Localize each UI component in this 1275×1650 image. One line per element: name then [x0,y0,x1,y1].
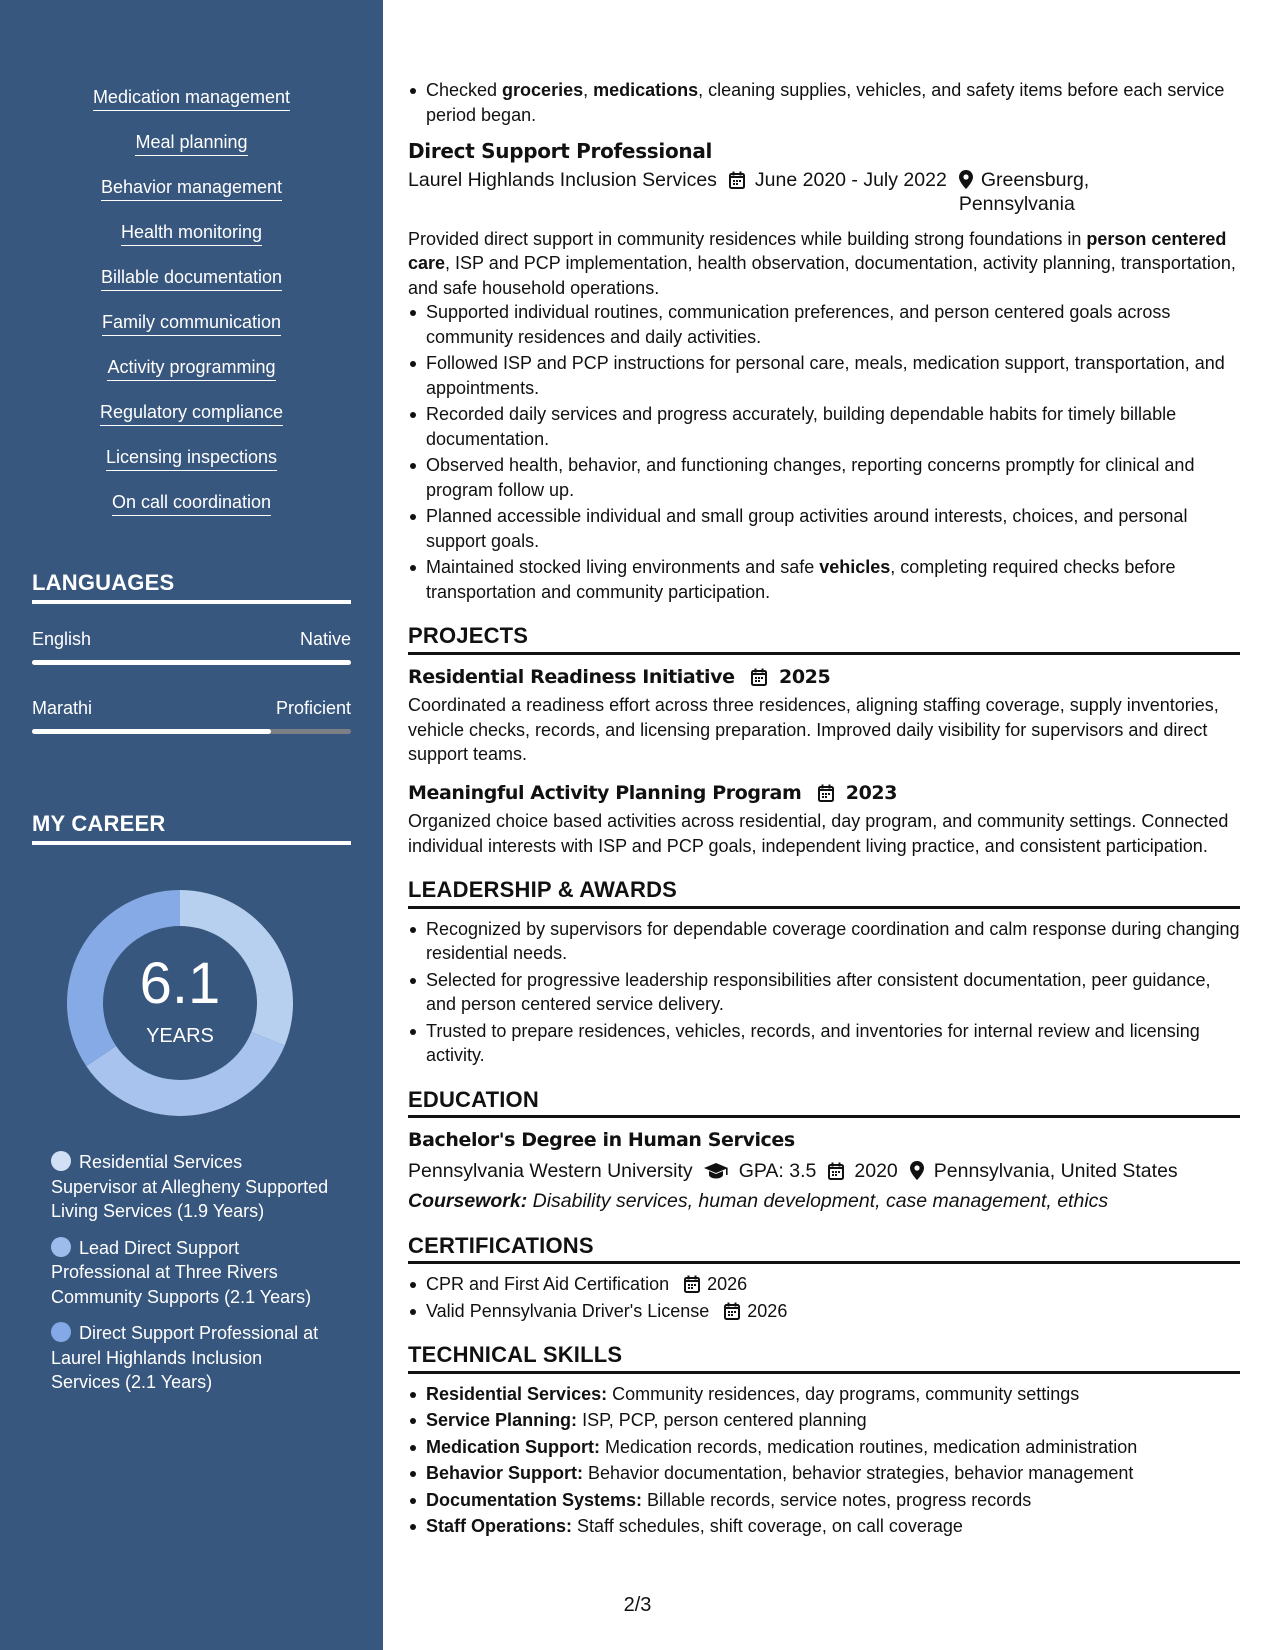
skill-row [408,1488,1240,1513]
summary-bold: person centered care [408,228,1227,273]
skill-label: Licensing inspections [106,446,277,471]
job-location [958,168,1090,217]
language-bar-fill [32,660,351,665]
skill-values: Staff schedules, shift coverage, on call coverage [572,1516,963,1536]
bullet-item [408,78,1240,127]
skill-item [0,401,383,446]
skill-row [408,1408,1240,1433]
skill-values: Billable records, service notes, progress records [642,1489,1032,1510]
skill-row [408,1435,1240,1460]
bullet-item: Observed health, behavior, and functioning changes, reporting concerns promptly for clinical and program follow up. [408,453,1240,502]
prior-job-bullets [408,78,1240,127]
skill-label: On call coordination [112,491,271,516]
job-meta [408,168,1240,217]
skill-category: Staff Operations: [426,1516,573,1536]
calendar-icon [724,1301,740,1321]
job-location-state: Pennsylvania [958,193,1075,215]
skill-item [0,131,383,176]
calendar-icon [729,168,745,217]
job-dates: June 2020 - July 2022 [754,168,947,191]
certification-item [408,1299,1240,1324]
technical-skills-heading: TECHNICAL SKILLS [408,1343,1240,1374]
bullet-text: Checked [426,80,503,100]
summary-text: Provided direct support in community residences while building strong foundations in [408,228,1087,249]
bullet-bold: vehicles [819,557,891,577]
bullet-text: , completing required checks before transportation and community participation. [426,557,1176,602]
career-years-label: YEARS [146,1025,214,1047]
language-level: Proficient [275,698,351,718]
location-pin-icon [910,1159,924,1184]
career-donut-chart [67,890,293,1116]
legend-dot-icon [51,1237,71,1257]
school-location: Pennsylvania, United States [933,1159,1178,1182]
certification-name: Valid Pennsylvania Driver's License [426,1300,710,1321]
bullet-bold: medications [593,80,699,100]
school-name: Pennsylvania Western University [408,1159,693,1182]
skill-item [0,446,383,491]
skill-item [0,356,383,401]
job-bullets [408,300,1240,604]
career-legend-text: Lead Direct Support Professional at Three Rivers Community Supports (2.1 Years) [51,1237,312,1307]
technical-skills-list [408,1382,1240,1539]
bullet-text: , [583,80,594,100]
career-legend-item [51,1150,331,1224]
legend-dot-icon [51,1151,71,1171]
skill-label: Billable documentation [101,266,282,291]
career-legend [51,1150,331,1407]
languages-heading: LANGUAGES [32,570,351,604]
skill-values: Community residences, day programs, community settings [607,1383,1080,1404]
bullet-item: Planned accessible individual and small group activities around interests, choices, and personal support goals. [408,504,1240,553]
summary-text: , ISP and PCP implementation, health observation, documentation, activity planning, transportation, and safe household operations. [408,253,1236,298]
education-heading: EDUCATION [408,1088,1240,1119]
language-bar-fill [32,729,271,734]
skill-item [0,86,383,131]
donut-center [67,890,293,1116]
page-number: 2/3 [623,1594,652,1616]
job-title: Direct Support Professional [408,139,713,163]
skill-category: Documentation Systems: [426,1489,643,1510]
certification-year: 2026 [747,1300,788,1321]
job-summary [408,227,1240,301]
skill-item [0,266,383,311]
career-legend-text: Direct Support Professional at Laurel Highlands Inclusion Services (2.1 Years) [51,1323,319,1392]
career-heading: MY CAREER [32,811,351,845]
calendar-icon [751,666,773,688]
coursework [408,1189,1240,1214]
main-content [408,78,1240,1541]
skill-item [0,311,383,356]
language-bar [32,729,351,734]
skill-label: Activity programming [107,356,275,381]
skill-values: Medication records, medication routines, medication administration [600,1436,1138,1457]
graduation-cap-icon [703,1159,729,1184]
language-row [32,629,351,650]
bullet-item [408,555,1240,604]
project-title: Meaningful Activity Planning Program [408,781,802,804]
language-name: English [32,629,92,649]
project-title-row [408,781,1240,806]
career-legend-item [51,1321,331,1395]
bullet-item: Trusted to prepare residences, vehicles, records, and inventories for internal review and licensing activity. [408,1019,1240,1068]
skill-category: Residential Services: [426,1383,608,1404]
skill-category: Medication Support: [426,1436,600,1457]
project-description: Coordinated a readiness effort across three residences, aligning staffing coverage, supply inventories, vehicle checks, records, and licensing preparation. Improved daily visibility for supervisors and direct support teams. [408,695,1219,764]
skill-label: Medication management [93,86,290,111]
job-location-city: Greensburg, [980,168,1090,191]
skill-item [0,176,383,221]
language-row [32,698,351,719]
skill-label: Health monitoring [121,221,262,246]
graduation-year: 2020 [854,1159,898,1182]
certifications-heading: CERTIFICATIONS [408,1234,1240,1265]
gpa: GPA: 3.5 [738,1159,817,1182]
bullet-item: Selected for progressive leadership responsibilities after consistent documentation, peer guidance, and person centered service delivery. [408,968,1240,1017]
skill-row [408,1514,1240,1539]
certification-name: CPR and First Aid Certification [426,1274,670,1294]
career-legend-item [51,1236,331,1310]
language-name: Marathi [32,698,93,718]
project-description: Organized choice based activities across residential, day program, and community settings. Connected individual interests with ISP and PCP goals, independent living practice, and consistent participation. [408,811,1229,856]
career-legend-text: Residential Services Supervisor at Allegheny Supported Living Services (1.9 Years) [51,1152,329,1221]
language-bar [32,660,351,665]
coursework-text: Disability services, human development, case management, ethics [527,1190,1109,1212]
skill-category: Behavior Support: [426,1463,584,1483]
certification-year: 2026 [707,1274,748,1294]
bullet-text: , cleaning supplies, vehicles, and safety items before each service period began. [426,80,1225,125]
career-total-years: 6.1 [139,951,221,1016]
skill-label: Meal planning [135,131,247,156]
skill-values: Behavior documentation, behavior strategies, behavior management [583,1463,1134,1483]
skill-category: Service Planning: [426,1410,578,1430]
skill-item [0,491,383,536]
degree-title: Bachelor's Degree in Human Services [408,1129,795,1151]
sidebar [0,0,383,1650]
bullet-item: Followed ISP and PCP instructions for personal care, meals, medication support, transportation, and appointments. [408,351,1240,400]
calendar-icon [684,1274,700,1294]
coursework-label: Coursework: [408,1190,528,1212]
skill-item [0,221,383,266]
skill-label: Family communication [102,311,281,336]
bullet-item: Recorded daily services and progress accurately, building dependable habits for timely billable documentation. [408,402,1240,451]
projects-heading: PROJECTS [408,624,1240,655]
leadership-bullets [408,917,1240,1068]
calendar-icon [818,782,840,804]
certification-item [408,1272,1240,1297]
skill-values: ISP, PCP, person centered planning [577,1410,867,1430]
calendar-icon [828,1159,844,1184]
job-company: Laurel Highlands Inclusion Services [408,168,717,191]
project-year: 2023 [845,781,898,804]
certification-list [408,1272,1240,1323]
legend-dot-icon [51,1322,71,1342]
skill-list [0,86,383,536]
project-title-row [408,665,1240,690]
education-meta [408,1159,1240,1184]
project-year: 2025 [779,665,831,688]
project-title: Residential Readiness Initiative [408,665,735,688]
bullet-item: Recognized by supervisors for dependable coverage coordination and calm response during changing residential needs. [408,917,1240,966]
skill-row [408,1382,1240,1407]
bullet-item: Supported individual routines, communication preferences, and person centered goals across community residences and daily activities. [408,300,1240,349]
bullet-bold: groceries [502,80,584,100]
skill-label: Regulatory compliance [100,401,283,426]
leadership-heading: LEADERSHIP & AWARDS [408,878,1240,909]
language-level: Native [299,629,351,649]
skill-row [408,1461,1240,1486]
bullet-text: Maintained stocked living environments and safe [426,557,820,577]
skill-label: Behavior management [101,176,282,201]
